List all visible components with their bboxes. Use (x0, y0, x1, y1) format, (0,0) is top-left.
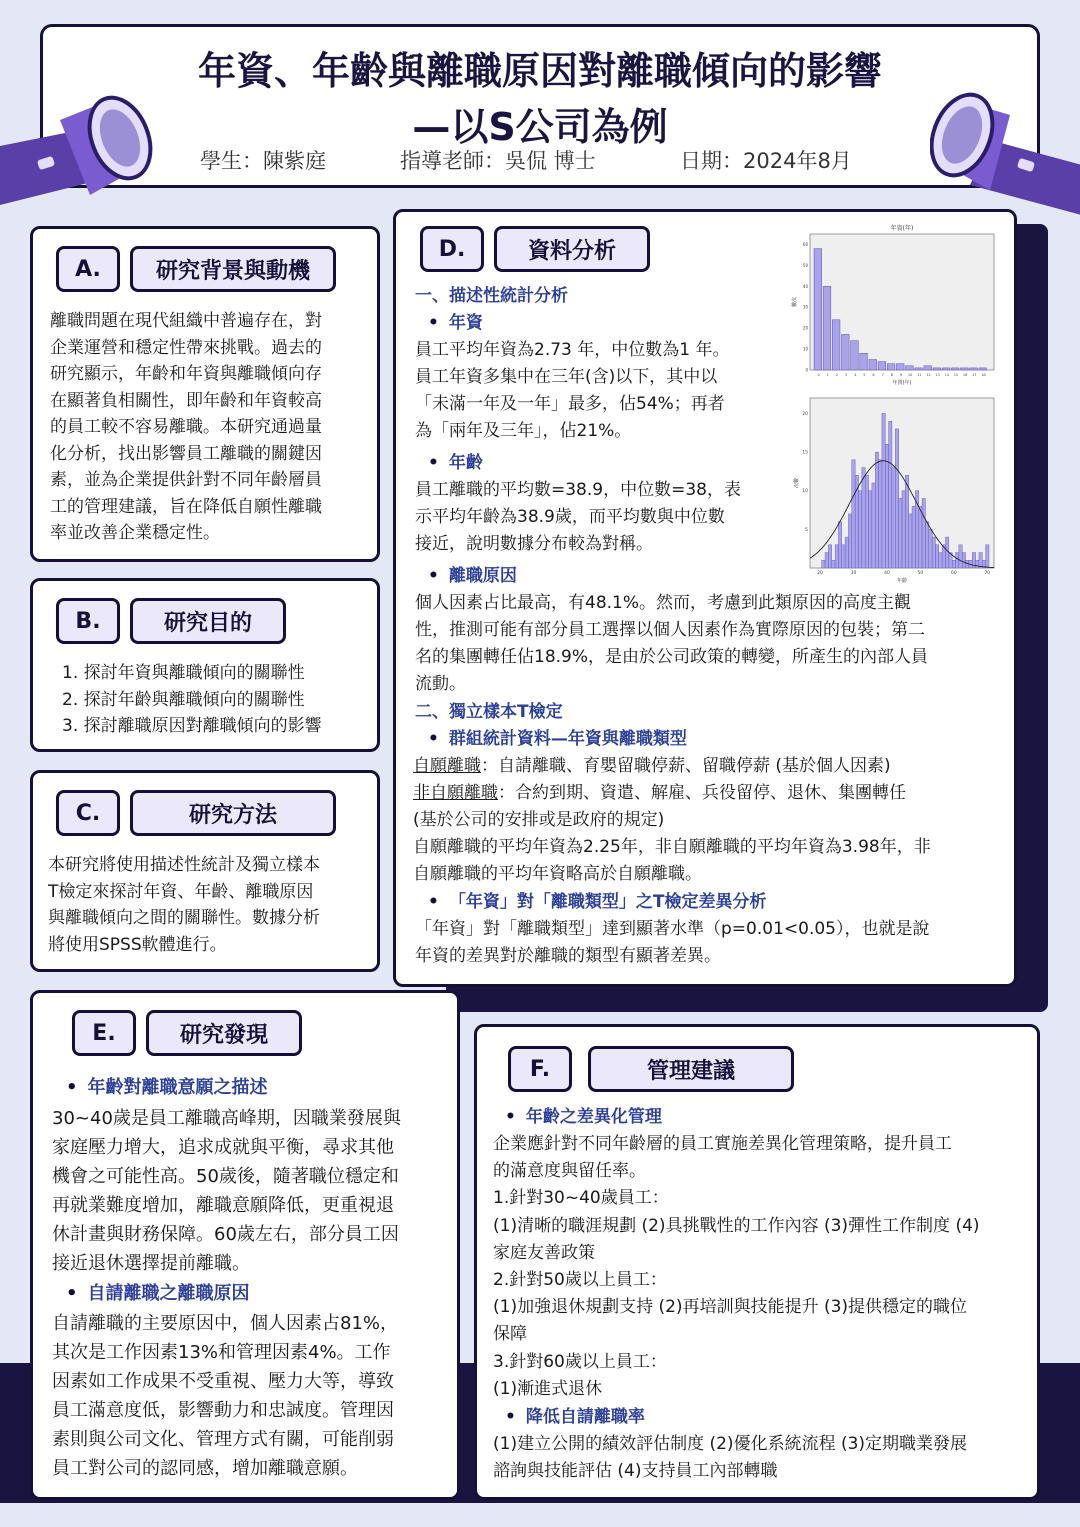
list-item: 1. 探討年資與離職傾向的關聯性 (62, 663, 305, 683)
histogram-bar (825, 553, 828, 568)
x-tick-label: 13 (935, 373, 940, 377)
y-tick-label: 20 (802, 411, 808, 417)
histogram-bar (878, 362, 886, 370)
histogram-bar (885, 444, 888, 568)
x-axis-label: 年齡 (896, 578, 908, 584)
section-f-letter: F. (508, 1046, 572, 1092)
section-d-heading-1: 一、描述性統計分析 (415, 286, 568, 306)
histogram-bar (859, 491, 862, 568)
section-b-list (62, 660, 372, 740)
histogram-bar (848, 514, 851, 568)
bullet-age-management: • 年齡之差異化管理 (505, 1104, 662, 1131)
histogram-bar (929, 529, 932, 568)
section-d-letter: D. (420, 226, 484, 272)
histogram-bar (838, 522, 841, 568)
x-tick-label: 15 (953, 373, 959, 377)
section-d-heading-2: 二、獨立樣本T檢定 (415, 702, 563, 722)
histogram-bar (933, 368, 941, 370)
x-tick-label: 60 (950, 571, 957, 576)
x-tick-label: 40 (884, 571, 890, 576)
histogram-bar (902, 491, 905, 568)
histogram-bar (865, 475, 868, 568)
x-tick-label: 50 (917, 571, 924, 576)
histogram-bar (875, 452, 878, 568)
poster-title-line2: —以S公司為例 (412, 105, 668, 149)
advisor-name: 指導老師：吳侃 博士 (400, 149, 596, 173)
histogram-bar (841, 334, 849, 370)
x-tick-label: 6 (872, 373, 875, 377)
x-tick-label: 5 (863, 373, 866, 377)
histogram-bar (823, 286, 831, 370)
histogram-bar (828, 545, 831, 568)
bullet-ttest: • 「年資」對「離職類型」之T檢定差異分析 (428, 889, 766, 916)
histogram-bar (869, 491, 872, 568)
x-tick-label: 4 (854, 373, 857, 377)
age-management-text: 企業應針對不同年齡層的員工實施差異化管理策略，提升員工 的滿意度與留任率。 1.針對30~40歲員工： (1)清晰的職涯規劃 (2)具挑戰性的工作內容 (3)彈性工作制度 (4) 家庭友善政策 2.針對50歲以上員工： (1)加強退休規劃支持 (2)再培訓與技能提升 (3)提供穩定的職位 保障 3.針對60歲以上員工： (1)漸進式退休 (493, 1134, 980, 1399)
involuntary-label: 非自願離職 (413, 783, 498, 803)
tenure-histogram (790, 222, 1000, 390)
x-tick-label: 9 (899, 373, 903, 377)
histogram-bar (932, 537, 935, 568)
histogram-bar (909, 514, 912, 568)
histogram-bar (952, 560, 955, 568)
y-tick-label: 30 (802, 304, 808, 310)
histogram-bar (924, 366, 932, 370)
x-tick-label: 1 (826, 373, 829, 377)
y-tick-label: 10 (802, 489, 808, 495)
list-item: 3. 探討離職原因對離職傾向的影響 (62, 716, 322, 736)
histogram-bar (959, 545, 962, 568)
age-desc-text: 30~40歲是員工離職高峰期，因職業發展與 家庭壓力增大，追求成就與平衡，尋求其他 機會之可能性高。50歲後，隨著職位穩定和 再就業難度增加，離職意願降低，更重視退 休計畫與財務保障。60歲左右，部分員工因 接近退休選擇提前離職。 (52, 1108, 401, 1274)
section-c-text: 本研究將使用描述性統計及獨立樣本 T檢定來探討年資、年齡、離職原因 與離職傾向之間的關聯性。數據分析 將使用SPSS軟體進行。 (48, 855, 320, 955)
age-text: 員工離職的平均數=38.9，中位數=38，表 示平均年齡為38.9歲，而平均數與中位數 接近，說明數據分布較為對稱。 (415, 480, 741, 554)
histogram-bar (869, 360, 877, 370)
histogram-bar (814, 249, 822, 370)
poster-title-line1: 年資、年齡與離職原因對離職傾向的影響 (197, 49, 882, 93)
histogram-bar (979, 553, 982, 568)
section-a-title: 研究背景與動機 (130, 246, 336, 292)
histogram-bar (860, 353, 868, 370)
voluntary-label: 自願離職 (413, 756, 481, 776)
histogram-bar (970, 368, 978, 370)
histogram-bar (842, 545, 845, 568)
histogram-bar (832, 560, 835, 568)
histogram-bar (845, 537, 848, 568)
histogram-bar (951, 368, 959, 370)
histogram-bar (979, 368, 987, 370)
histogram-bar (879, 460, 882, 568)
bullet-age: • 年齡 (428, 450, 483, 477)
y-tick-label: 0 (805, 367, 808, 373)
histogram-bar (961, 368, 969, 370)
section-e-letter: E. (72, 1010, 136, 1056)
histogram-bar (922, 498, 925, 568)
chart-title: 年資(年) (890, 225, 914, 232)
y-axis-label: 次數 (794, 477, 800, 489)
ttest-text: 「年資」對「離職類型」達到顯著水準（p=0.01<0.05），也就是說 年資的差異對於離職的類型有顯著差異。 (415, 919, 930, 966)
x-tick-label: 12 (926, 373, 931, 377)
histogram-bar (915, 368, 923, 370)
section-b-letter: B. (56, 598, 120, 644)
histogram-bar (935, 545, 938, 568)
reduce-turnover-text: (1)建立公開的績效評估制度 (2)優化系統流程 (3)定期職業發展 諮詢與技能評估 (4)支持員工內部轉職 (493, 1434, 968, 1482)
histogram-bar (851, 341, 859, 370)
histogram-bar (905, 475, 908, 568)
x-tick-label: 3 (844, 373, 848, 377)
reason-text: 個人因素占比最高，有48.1%。然而，考慮到此類原因的高度主觀 性，推測可能有部分員工選擇以個人因素作為實際原因的包裝；第二 名的集團轉任佔18.9%，是由於公司政策的轉變，所產生的內部人員 流動。 (415, 593, 929, 694)
histogram-bar (915, 491, 918, 568)
section-b-title: 研究目的 (130, 598, 286, 644)
section-f-title: 管理建議 (588, 1046, 794, 1092)
section-a-text: 離職問題在現代組織中普遍存在，對 企業運營和穩定性帶來挑戰。過去的 研究顯示，年齡和年資與離職傾向存 在顯著負相關性，即年齡和年資較高 的員工較不容易離職。本研究通過量 化分析，找出影響員工離職的關鍵因 素，並為企業提供針對不同年齡層員 工的管理建議，旨在降低自願性離職 率並改善企業穩定性。 (50, 311, 322, 543)
histogram-bar (956, 553, 959, 568)
x-tick-label: 11 (917, 373, 922, 377)
histogram-bar (887, 364, 895, 370)
section-e-title: 研究發現 (146, 1010, 302, 1056)
x-tick-label: 10 (907, 373, 913, 377)
student-name: 學生：陳紫庭 (200, 149, 326, 173)
x-tick-label: 7 (881, 373, 884, 377)
x-tick-label: 70 (984, 571, 991, 576)
bullet-tenure: • 年資 (428, 310, 483, 337)
voluntary-reasons-text: 自請離職的主要原因中，個人因素占81%， 其次是工作因素13%和管理因素4%。工作 因素如工作成果不受重視、壓力大等，導致 員工滿意度低，影響動力和忠誠度。管理因 素則與公司文化、管理方式有關，可能削弱 員工對公司的認同感，增加離職意願。 (52, 1313, 399, 1479)
histogram-bar (835, 545, 838, 568)
bullet-reason: • 離職原因 (428, 563, 517, 590)
histogram-bar (889, 421, 892, 568)
histogram-bar (925, 522, 928, 568)
histogram-bar (832, 320, 840, 370)
y-tick-label: 20 (802, 325, 808, 331)
section-c-letter: C. (56, 790, 120, 836)
y-tick-label: 10 (802, 346, 808, 352)
bullet-reduce-turnover: • 降低自請離職率 (505, 1404, 645, 1431)
histogram-bar (912, 506, 915, 568)
x-tick-label: 0 (817, 373, 820, 377)
y-tick-label: 50 (802, 262, 808, 268)
x-tick-label: 18 (981, 373, 986, 377)
y-tick-label: 60 (802, 241, 808, 247)
age-histogram (790, 392, 1000, 590)
section-a-letter: A. (56, 246, 120, 292)
y-tick-label: 40 (802, 283, 808, 289)
section-c-title: 研究方法 (130, 790, 336, 836)
histogram-bar (896, 364, 904, 370)
histogram-bar (919, 506, 922, 568)
list-item: 2. 探討年齡與離職傾向的關聯性 (62, 689, 305, 710)
histogram-bar (976, 560, 979, 568)
poster-date: 日期：2024年8月 (680, 149, 852, 173)
histogram-bar (872, 483, 875, 568)
bullet-voluntary-reasons: • 自請離職之離職原因 (66, 1280, 250, 1307)
y-axis-label: 數次 (792, 296, 798, 308)
x-tick-label: 30 (850, 571, 857, 576)
x-tick-label: 17 (972, 373, 977, 377)
group-stats-text: 自願離職：自請離職、育嬰留職停薪、留職停薪 (基於個人因素) 非自願離職：合約到期、資遣、解雇、兵役留停、退休、集團轉任 (基於公司的安排或是政府的規定) 自願離職的平均年資為2.25年，非自願離職的平均年資為3.98年，非 自願離職的平均年資略高於自願離職。 (413, 756, 931, 884)
bullet-age-desc: • 年齡對離職意願之描述 (66, 1074, 268, 1101)
y-tick-label: 15 (802, 450, 808, 456)
histogram-bar (939, 553, 942, 568)
x-tick-label: 8 (890, 373, 893, 377)
x-tick-label: 14 (944, 373, 950, 377)
histogram-bar (822, 560, 825, 568)
bullet-group-stats: • 群組統計資料—年資與離職類型 (428, 726, 687, 753)
x-tick-label: 2 (835, 373, 839, 377)
histogram-bar (899, 498, 902, 568)
histogram-bar (852, 460, 855, 568)
x-tick-label: 20 (817, 571, 823, 576)
x-axis-label: 年資(年) (892, 380, 912, 386)
histogram-bar (862, 468, 865, 568)
x-tick-label: 16 (962, 373, 968, 377)
tenure-text: 員工平均年資為2.73 年，中位數為1 年。 員工年資多集中在三年(含)以下，其中以 「未滿一年及一年」最多，佔54%；再者 為「兩年及三年」，佔21%。 (415, 340, 730, 441)
histogram-bar (882, 413, 885, 568)
histogram-bar (945, 537, 948, 568)
histogram-bar (906, 366, 914, 370)
section-d-title: 資料分析 (494, 226, 650, 272)
histogram-bar (892, 468, 895, 568)
histogram-bar (895, 429, 898, 568)
y-tick-label: 5 (805, 527, 808, 533)
histogram-bar (962, 553, 965, 568)
histogram-bar (942, 368, 950, 370)
histogram-bar (986, 545, 989, 568)
